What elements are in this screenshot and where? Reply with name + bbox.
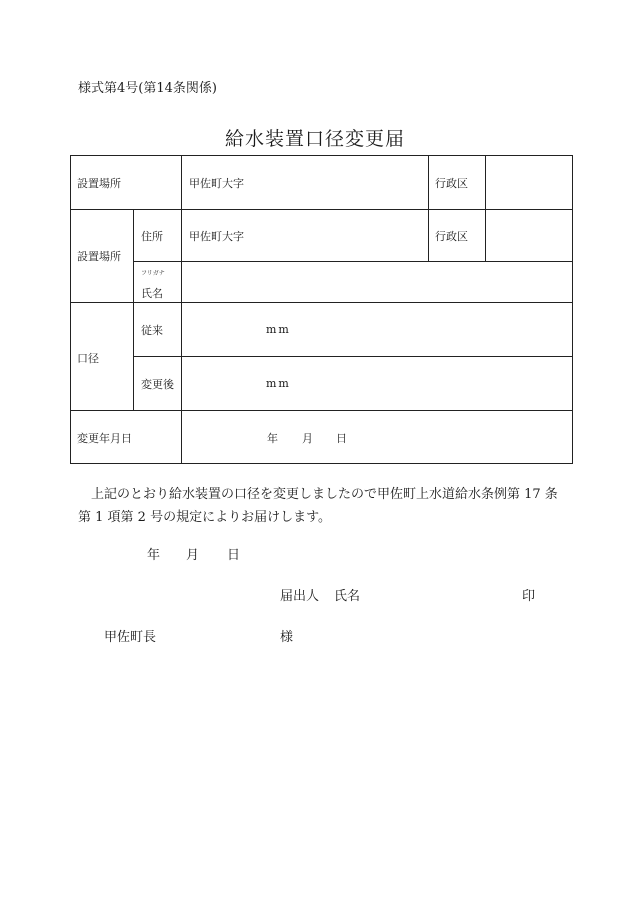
previous-label: 従来 bbox=[141, 324, 163, 337]
submission-year-label: 年 bbox=[147, 548, 161, 563]
document-title: 給水装置口径変更届 bbox=[224, 128, 405, 150]
submission-day-label: 日 bbox=[227, 548, 241, 563]
address-value: 甲佐町大字 bbox=[189, 230, 244, 243]
table-line bbox=[572, 155, 573, 464]
table-line bbox=[133, 261, 573, 262]
address-label: 住所 bbox=[141, 230, 163, 243]
diameter-label: 口径 bbox=[77, 352, 99, 365]
table-line bbox=[70, 410, 573, 411]
table-line bbox=[133, 209, 134, 410]
previous-unit: mm bbox=[266, 323, 291, 336]
new-label: 変更後 bbox=[141, 378, 174, 391]
furigana-label: フリガナ bbox=[141, 270, 165, 277]
table-line bbox=[428, 155, 429, 262]
statement-line-2: 第 1 項第 2 号の規定によりお届けします。 bbox=[78, 510, 332, 525]
table-line bbox=[70, 302, 573, 303]
seal-mark: 印 bbox=[522, 589, 536, 604]
applicant-name-label: 氏名 bbox=[334, 589, 361, 604]
change-day-label: 日 bbox=[336, 432, 347, 445]
form-number: 様式第4号(第14条関係) bbox=[78, 81, 217, 96]
change-month-label: 月 bbox=[302, 432, 313, 445]
change-year-label: 年 bbox=[267, 432, 278, 445]
table-line bbox=[70, 155, 71, 464]
table-line bbox=[70, 463, 573, 464]
honorific: 様 bbox=[280, 630, 294, 645]
addressee: 甲佐町長 bbox=[104, 630, 157, 645]
admin-district-label: 行政区 bbox=[435, 177, 468, 190]
table-line bbox=[70, 209, 573, 210]
install-location-label: 設置場所 bbox=[77, 177, 121, 190]
install-location-value: 甲佐町大字 bbox=[189, 177, 244, 190]
statement-line-1: 上記のとおり給水装置の口径を変更しましたので甲佐町上水道給水条例第 17 条 bbox=[91, 487, 558, 502]
owner-group-label: 設置場所 bbox=[77, 250, 121, 263]
admin-district-label-2: 行政区 bbox=[435, 230, 468, 243]
submission-month-label: 月 bbox=[186, 548, 200, 563]
table-line bbox=[485, 155, 486, 262]
table-line bbox=[133, 356, 573, 357]
applicant-label: 届出人 bbox=[280, 589, 320, 604]
change-date-label: 変更年月日 bbox=[77, 432, 132, 445]
name-label: 氏名 bbox=[141, 287, 163, 300]
table-line bbox=[181, 155, 182, 464]
new-unit: mm bbox=[266, 377, 291, 390]
table-line bbox=[70, 155, 573, 156]
